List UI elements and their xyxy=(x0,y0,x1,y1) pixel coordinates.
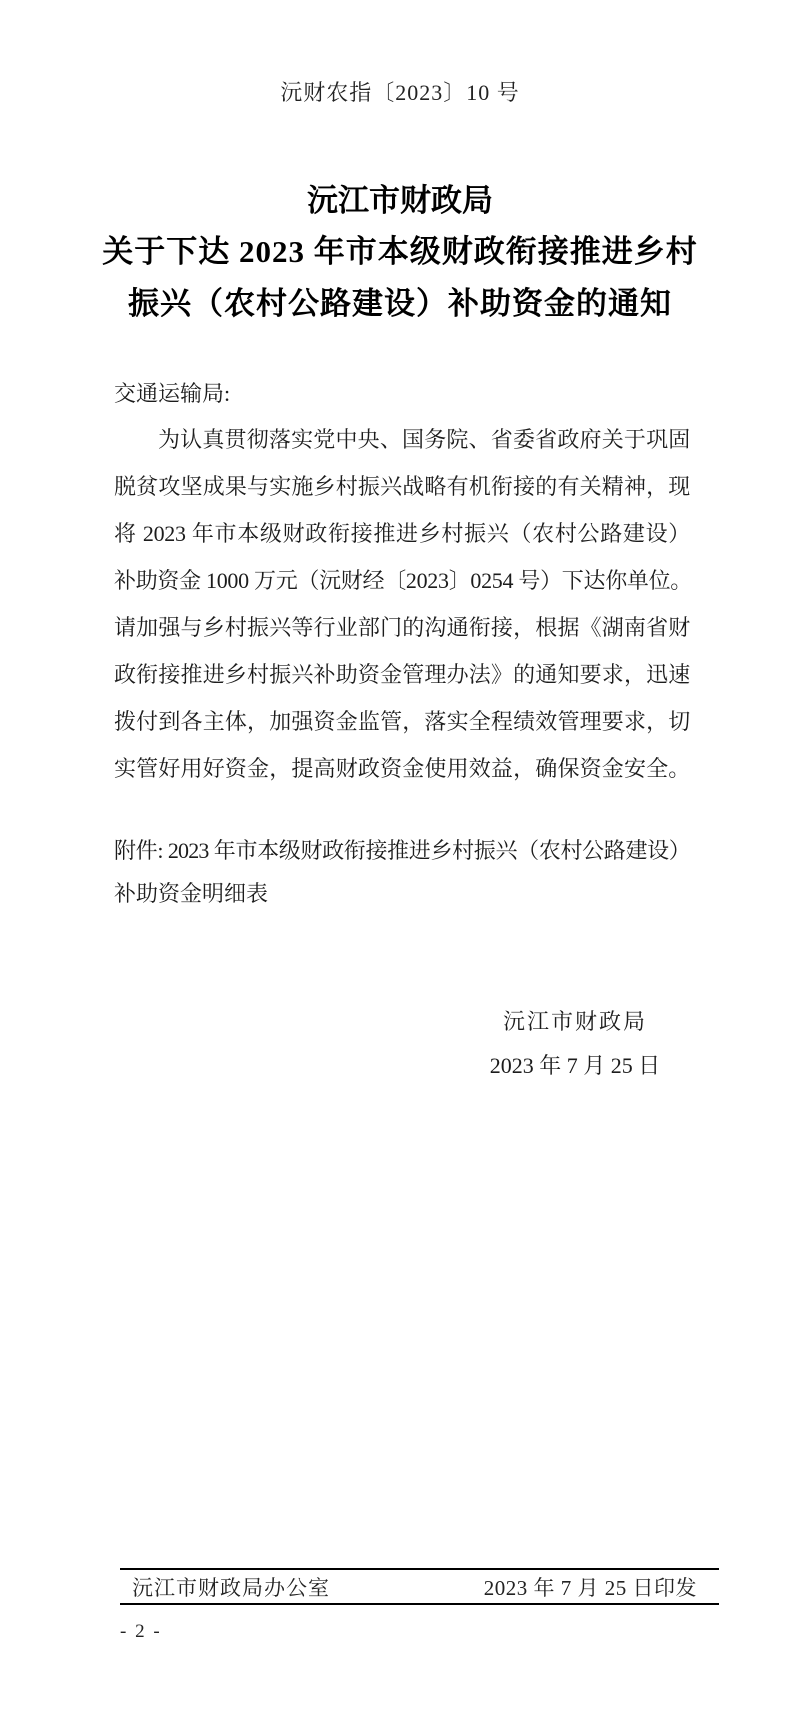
title-subject-line-1: 关于下达 2023 年市本级财政衔接推进乡村 xyxy=(102,234,698,269)
document-number: 沅财农指〔2023〕10 号 xyxy=(280,80,520,105)
signature-date: 2023 年 7 月 25 日 xyxy=(489,1053,661,1078)
title-subject-line-2: 振兴（农村公路建设）补助资金的通知 xyxy=(128,286,672,321)
attachment-line: 附件: 2023 年市本级财政衔接推进乡村振兴（农村公路建设） xyxy=(114,838,690,863)
body-line: 补助资金 1000 万元（沅财经〔2023〕0254 号）下达你单位。 xyxy=(114,568,693,593)
body-line: 政衔接推进乡村振兴补助资金管理办法》的通知要求，迅速 xyxy=(114,662,690,687)
body-line: 实管好用好资金，提高财政资金使用效益，确保资金安全。 xyxy=(114,756,690,781)
signature-issuer: 沅江市财政局 xyxy=(502,1009,647,1034)
body-line: 脱贫攻坚成果与实施乡村振兴战略有机衔接的有关精神，现 xyxy=(114,474,690,499)
attachment-line: 补助资金明细表 xyxy=(114,881,269,906)
title-issuer-line: 沅江市财政局 xyxy=(307,183,493,218)
body-line: 为认真贯彻落实党中央、国务院、省委省政府关于巩固 xyxy=(158,427,690,452)
body-paragraph xyxy=(114,416,693,792)
footer-bar xyxy=(120,1568,719,1605)
document-title xyxy=(60,176,740,330)
footer-print-date: 2023 年 7 月 25 日印发 xyxy=(483,1575,697,1600)
footer-office-name: 沅江市财政局办公室 xyxy=(132,1575,330,1600)
body-line: 将 2023 年市本级财政衔接推进乡村振兴（农村公路建设） xyxy=(114,521,690,546)
page-number: - 2 - xyxy=(120,1621,162,1642)
body-line: 请加强与乡村振兴等行业部门的沟通衔接，根据《湖南省财 xyxy=(114,615,690,640)
salutation: 交通运输局: xyxy=(114,381,231,406)
signature-block xyxy=(430,1000,720,1088)
body-line: 拨付到各主体，加强资金监管，落实全程绩效管理要求，切 xyxy=(114,709,690,734)
attachment-note xyxy=(114,829,690,915)
